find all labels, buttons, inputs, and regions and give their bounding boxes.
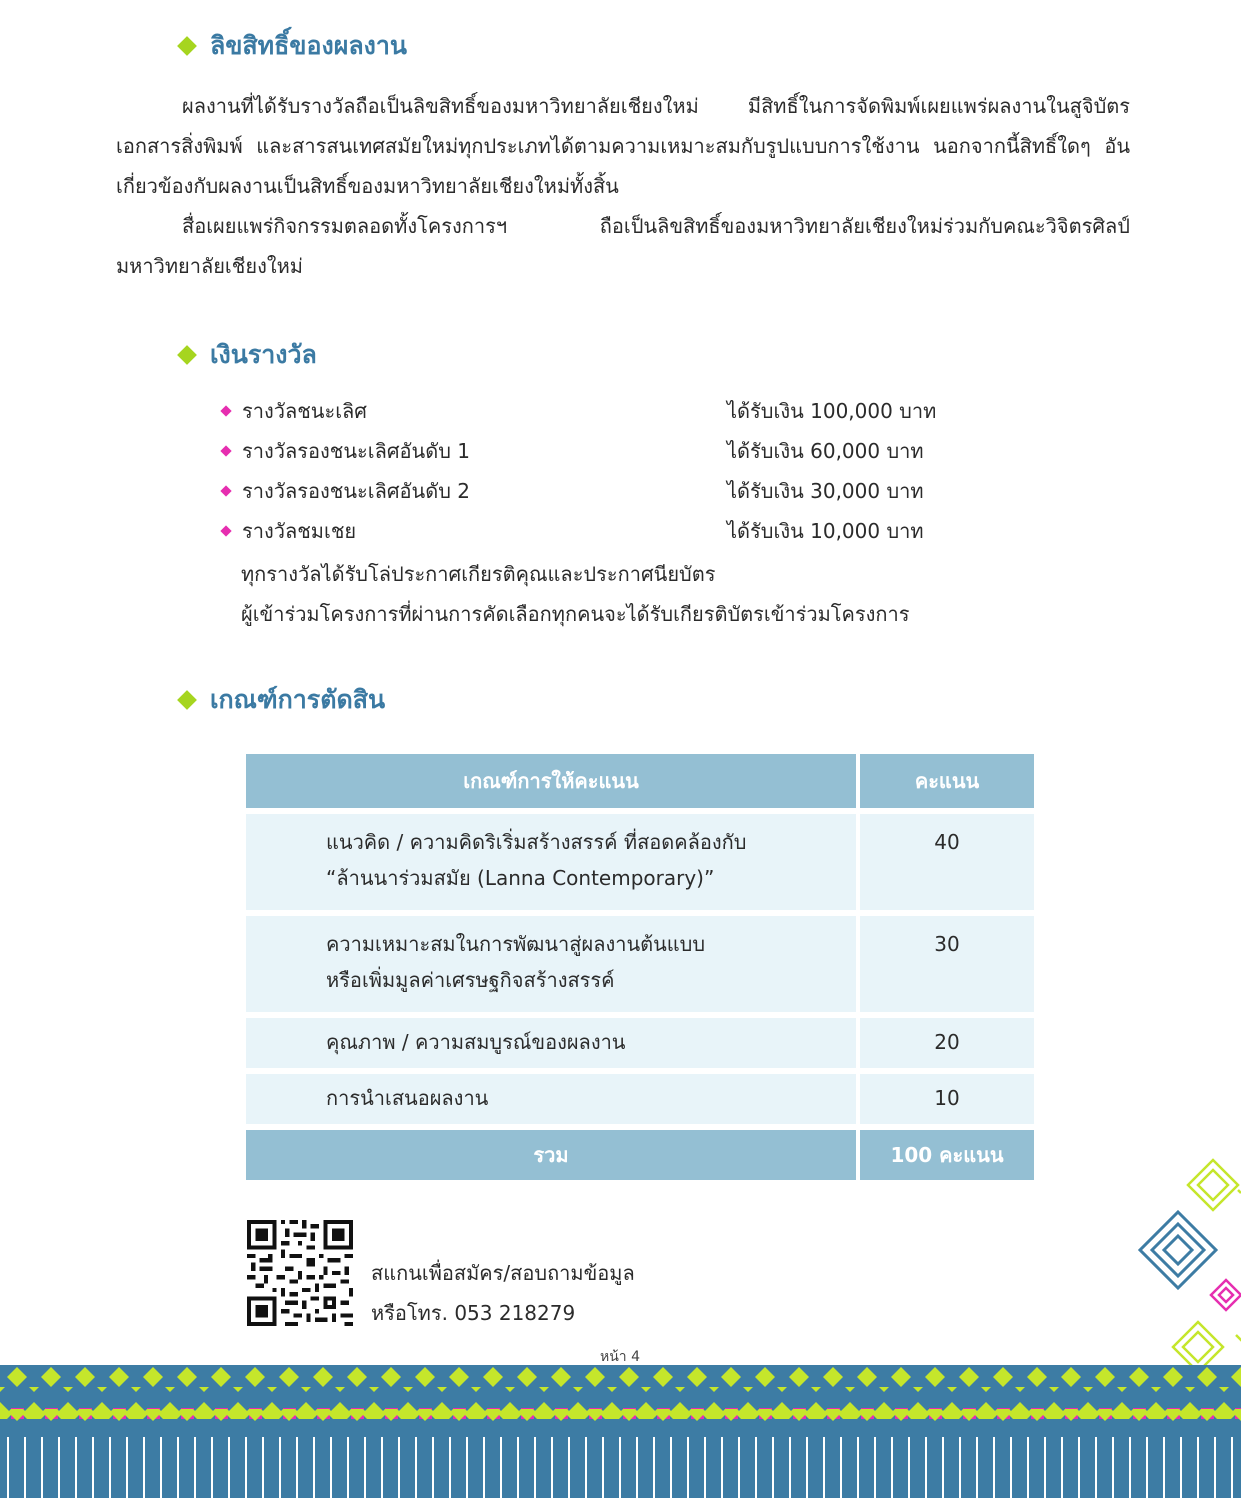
criteria-cell	[246, 814, 856, 910]
table-row	[246, 1074, 1034, 1124]
diamond-bullet-icon	[177, 690, 197, 710]
diamond-bullet-icon	[177, 36, 197, 56]
criteria-line: หรือเพิ่มมูลค่าเศรษฐกิจสร้างสรรค์	[326, 968, 615, 992]
diamond-bullet-icon	[220, 445, 231, 456]
prize-note-participant: ผู้เข้าร่วมโครงการที่ผ่านการคัดเลือกทุกคนจะได้รับเกียรติบัตรเข้าร่วมโครงการ	[241, 602, 910, 626]
table-row	[246, 916, 1034, 1012]
diamond-bullet-icon	[177, 345, 197, 365]
table-row	[246, 1018, 1034, 1068]
prize-note-certificate: ทุกรางวัลได้รับโล่ประกาศเกียรติคุณและประกาศนียบัตร	[241, 562, 716, 586]
prize-item	[218, 431, 978, 471]
prize-amount: ได้รับเงิน 10,000 บาท	[727, 519, 924, 543]
criteria-line: แนวคิด / ความคิดริเริ่มสร้างสรรค์ ที่สอดคล้องกับ	[326, 830, 747, 854]
heading-prize	[178, 335, 317, 375]
prize-name: รางวัลรองชนะเลิศอันดับ 1	[242, 439, 470, 463]
criteria-line: “ล้านนาร่วมสมัย (Lanna Contemporary)”	[326, 866, 715, 890]
heading-rights-text: ลิขสิทธิ์ของผลงาน	[210, 31, 408, 60]
prize-item	[218, 511, 978, 551]
diamond-bullet-icon	[220, 485, 231, 496]
heading-rights	[178, 26, 407, 66]
contact-phone-text: หรือโทร. 053 218279	[371, 1301, 576, 1325]
score-cell: 10	[860, 1074, 1034, 1124]
total-value: 100 คะแนน	[860, 1130, 1034, 1180]
rights-paragraph-2: สื่อเผยแพร่กิจกรรมตลอดทั้งโครงการฯ ถือเป็นลิขสิทธิ์ของมหาวิทยาลัยเชียงใหม่ร่วมกับคณะวิจิตรศิลป์ มหาวิทยาลัยเชียงใหม่	[116, 214, 1130, 278]
qr-code-icon[interactable]	[246, 1220, 354, 1330]
prize-amount: ได้รับเงิน 30,000 บาท	[727, 479, 924, 503]
criteria-line: การนำเสนอผลงาน	[326, 1086, 489, 1110]
rights-paragraphs	[116, 86, 1130, 286]
rights-paragraph-1: ผลงานที่ได้รับรางวัลถือเป็นลิขสิทธิ์ของมหาวิทยาลัยเชียงใหม่ มีสิทธิ์ในการจัดพิมพ์เผยแพร่ผลงานในสูจิบัตร เอกสารสิ่งพิมพ์ และสารสนเทศสมัยใหม่ทุกประเภทได้ตามความเหมาะสมกับรูปแบบการใช้งาน นอกจากนี้สิทธิ์ใดๆ อันเกี่ยวข้องกับผลงานเป็นสิทธิ์ของมหาวิทยาลัยเชียงใหม่ทั้งสิ้น	[116, 94, 1130, 198]
heading-criteria-text: เกณฑ์การตัดสิน	[210, 685, 386, 714]
diamond-bullet-icon	[220, 405, 231, 416]
prize-name: รางวัลชมเชย	[242, 519, 357, 543]
prize-item	[218, 391, 978, 431]
criteria-cell	[246, 1074, 856, 1124]
criteria-cell	[246, 1018, 856, 1068]
prize-item	[218, 471, 978, 511]
criteria-table	[242, 748, 1038, 1186]
criteria-line: คุณภาพ / ความสมบูรณ์ของผลงาน	[326, 1030, 626, 1054]
diamond-bullet-icon	[220, 525, 231, 536]
prize-name: รางวัลชนะเลิศ	[242, 399, 367, 423]
prize-name: รางวัลรองชนะเลิศอันดับ 2	[242, 479, 470, 503]
column-header-criteria: เกณฑ์การให้คะแนน	[246, 754, 856, 808]
table-row	[246, 814, 1034, 910]
score-cell: 40	[860, 814, 1034, 910]
score-cell: 20	[860, 1018, 1034, 1068]
criteria-cell	[246, 916, 856, 1012]
total-label: รวม	[246, 1130, 856, 1180]
total-row	[246, 1130, 1034, 1180]
heading-criteria	[178, 680, 385, 720]
prize-amount: ได้รับเงิน 100,000 บาท	[727, 399, 937, 423]
contact-scan-text: สแกนเพื่อสมัคร/สอบถามข้อมูล	[371, 1261, 635, 1285]
score-cell: 30	[860, 916, 1034, 1012]
prize-list	[218, 391, 978, 551]
heading-prize-text: เงินรางวัล	[210, 340, 317, 369]
decorative-bottom-band	[0, 1365, 1241, 1498]
decorative-corner-pattern	[1138, 1150, 1241, 1365]
criteria-line: ความเหมาะสมในการพัฒนาสู่ผลงานต้นแบบ	[326, 932, 706, 956]
column-header-score: คะแนน	[860, 754, 1034, 808]
prize-amount: ได้รับเงิน 60,000 บาท	[727, 439, 924, 463]
page-number: หน้า 4	[600, 1349, 641, 1365]
table-header-row	[246, 754, 1034, 808]
